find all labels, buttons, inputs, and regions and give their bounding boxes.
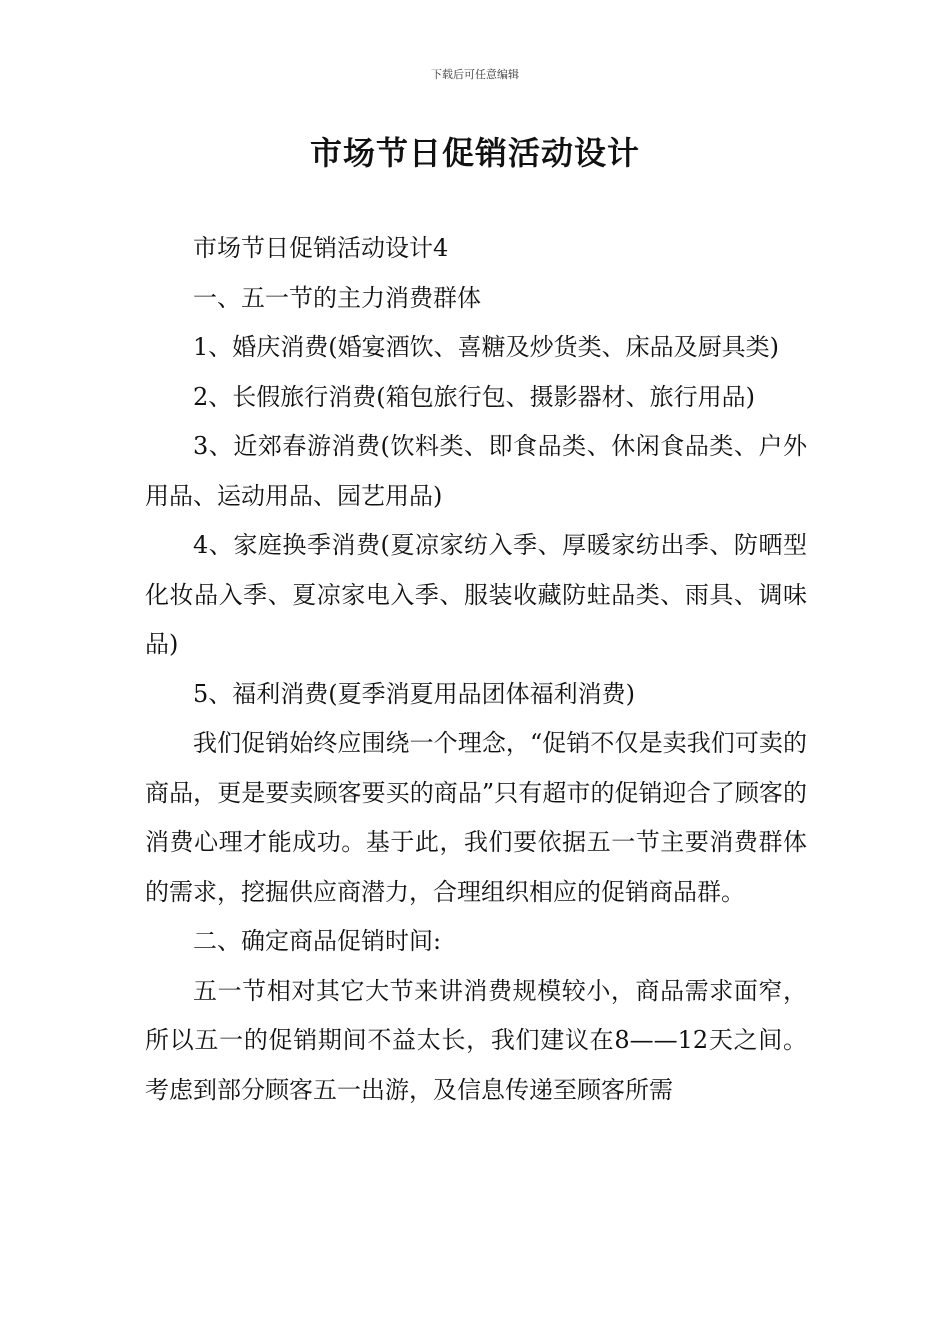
paragraph: 2、长假旅行消费(箱包旅行包、摄影器材、旅行用品) [193,382,755,411]
paragraph: 我们促销始终应围绕一个理念，“促销不仅是卖我们可卖的商品，更是要卖顾客要买的商品”只有超市的促销迎合了顾客的消费心理才能成功。基于此，我们要依据五一节主要消费群体的需求，挖掘供应商潜力，合理组织相应的促销商品群。 [145,729,807,906]
page-header: 下载后可任意编辑 [431,68,519,81]
paragraph: 5、福利消费(夏季消夏用品团体福利消费) [193,679,635,708]
paragraph: 二、确定商品促销时间: [193,927,442,955]
paragraph: 市场节日促销活动设计4 [193,234,449,262]
paragraph: 4、家庭换季消费(夏凉家纺入季、厚暖家纺出季、防晒型化妆品入季、夏凉家电入季、服装收藏防蛀品类、雨具、调味品) [145,531,807,658]
paragraph: 3、近郊春游消费(饮料类、即食品类、休闲食品类、户外用品、运动用品、园艺用品) [145,432,807,510]
document-title: 市场节日促销活动设计 [309,134,640,172]
paragraph: 五一节相对其它大节来讲消费规模较小，商品需求面窄，所以五一的促销期间不益太长，我们建议在8——12天之间。考虑到部分顾客五一出游，及信息传递至顾客所需 [145,976,807,1104]
paragraph: 1、婚庆消费(婚宴酒饮、喜糖及炒货类、床品及厨具类) [193,333,779,361]
paragraph: 一、五一节的主力消费群体 [193,283,481,312]
document-body [145,224,807,1115]
